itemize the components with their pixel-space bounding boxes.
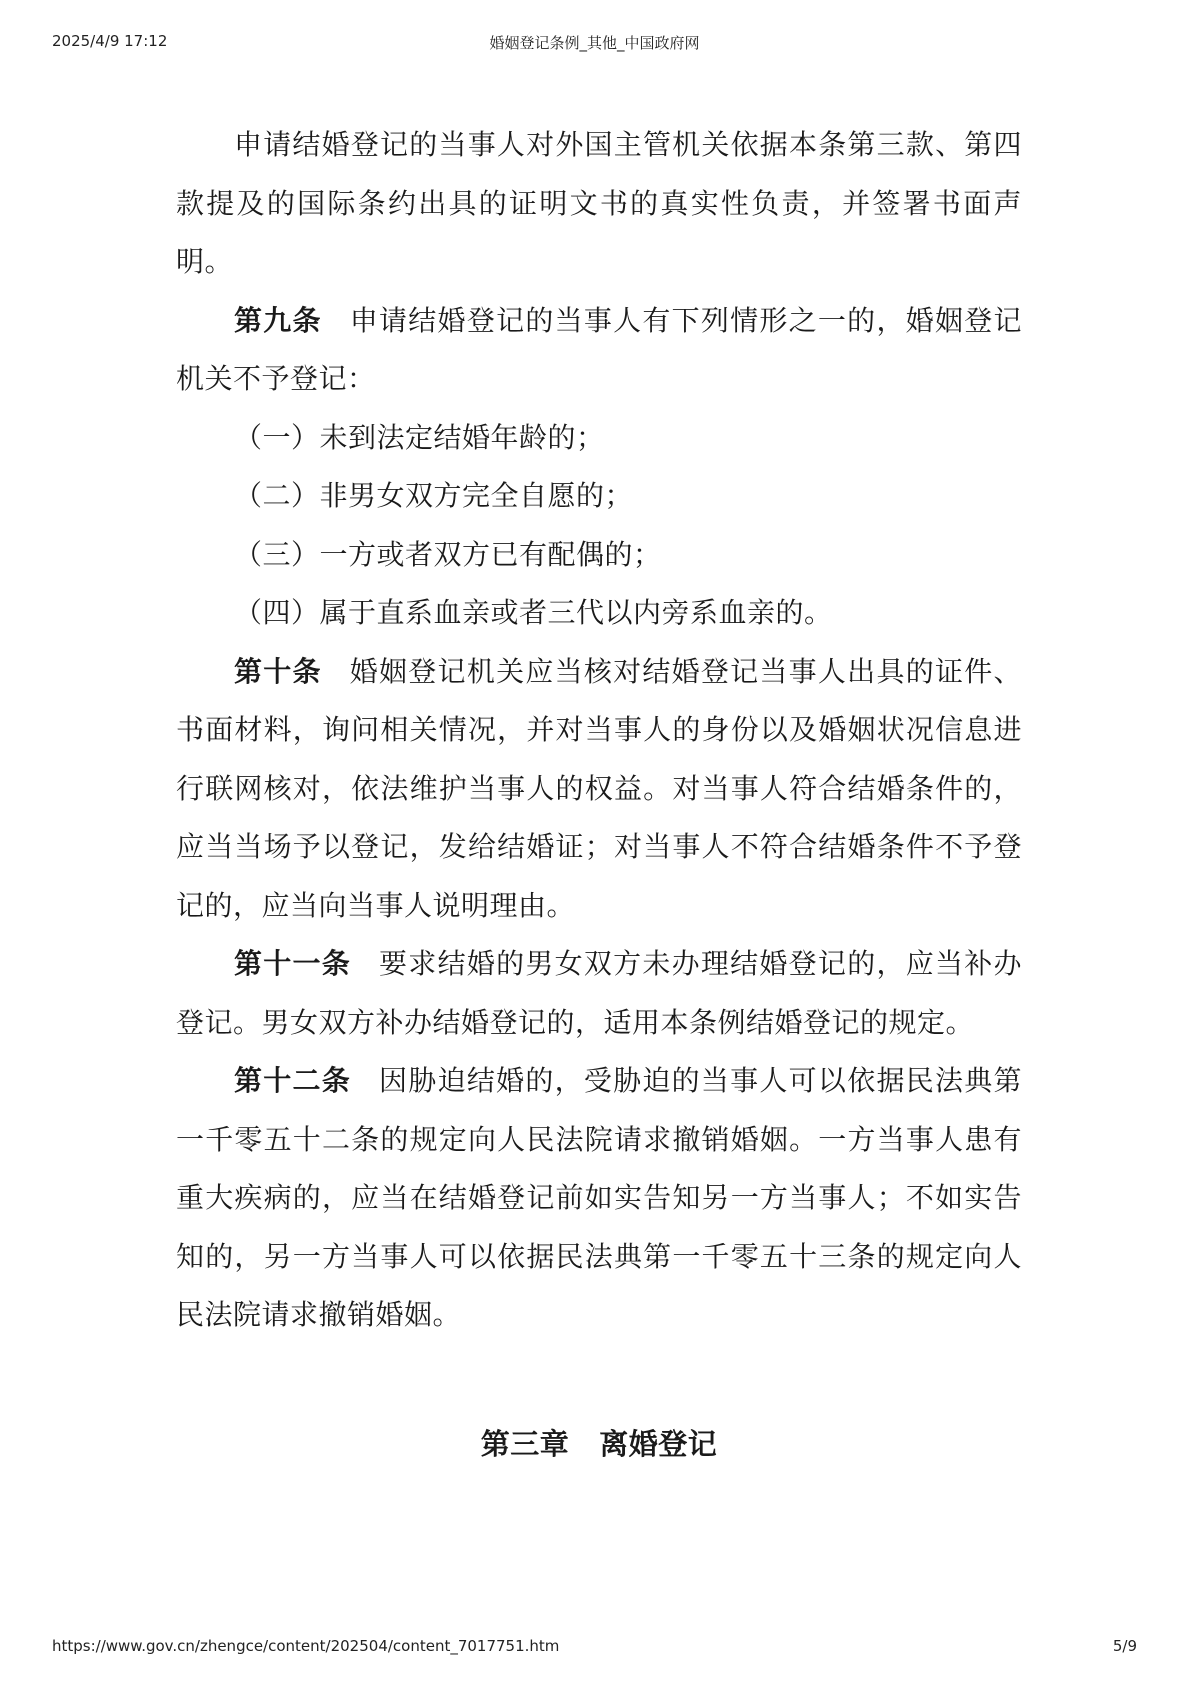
article-12 (176, 1052, 1022, 1345)
print-datetime: 2025/4/9 17:12 (52, 32, 168, 50)
chapter-title: 离婚登记 (599, 1426, 718, 1461)
print-footer (0, 1637, 1189, 1659)
document-body (176, 116, 1022, 1473)
list-item: （二）非男女双方完全自愿的； (234, 479, 634, 512)
paragraph-intro: 申请结婚登记的当事人对外国主管机关依据本条第三款、第四款提及的国际条约出具的证明文书的真实性负责，并签署书面声明。 (176, 128, 1022, 278)
print-header (0, 32, 1189, 54)
article-9 (176, 292, 1022, 409)
article-text: 因胁迫结婚的，受胁迫的当事人可以依据民法典第一千零五十二条的规定向人民法院请求撤销婚姻。一方当事人患有重大疾病的，应当在结婚登记前如实告知另一方当事人；不如实告知的，另一方当事人可以依据民法典第一千零五十三条的规定向人民法院请求撤销婚姻。 (176, 1064, 1022, 1331)
source-url: https://www.gov.cn/zhengce/content/202504/content_7017751.htm (52, 1637, 560, 1655)
article-number: 第十二条 (234, 1064, 352, 1097)
article-number: 第九条 (234, 303, 322, 337)
article-number: 第十条 (234, 654, 322, 688)
article-text: 婚姻登记机关应当核对结婚登记当事人出具的证件、书面材料，询问相关情况，并对当事人的身份以及婚姻状况信息进行联网核对，依法维护当事人的权益。对当事人符合结婚条件的，应当当场予以登记，发给结婚证；对当事人不符合结婚条件不予登记的，应当向当事人说明理由。 (176, 654, 1022, 922)
article-10 (176, 643, 1022, 936)
list-item: （三）一方或者双方已有配偶的； (234, 537, 662, 571)
page-number: 5/9 (1112, 1637, 1137, 1655)
list-item: （一）未到法定结婚年龄的； (234, 420, 605, 454)
article-number: 第十一条 (234, 947, 352, 980)
chapter-heading (176, 1415, 1022, 1474)
chapter-number: 第三章 (480, 1426, 570, 1461)
list-item: （四）属于直系血亲或者三代以内旁系血亲的。 (234, 596, 833, 629)
page-title: 婚姻登记条例_其他_中国政府网 (489, 34, 700, 52)
article-11 (176, 935, 1022, 1052)
article-text: 申请结婚登记的当事人有下列情形之一的，婚姻登记机关不予登记： (176, 303, 1022, 395)
article-text: 要求结婚的男女双方未办理结婚登记的，应当补办登记。男女双方补办结婚登记的，适用本条例结婚登记的规定。 (176, 947, 1022, 1039)
